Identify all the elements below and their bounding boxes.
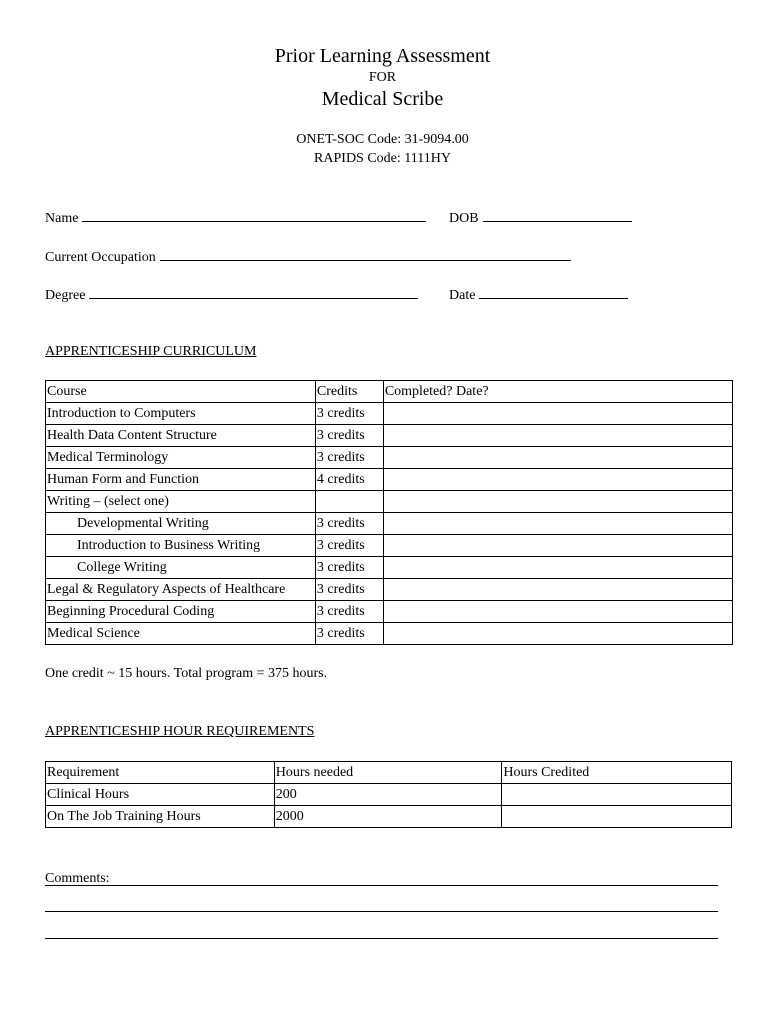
- comments-line-2[interactable]: [45, 911, 718, 912]
- name-field: [45, 209, 426, 227]
- completed-cell[interactable]: [383, 601, 732, 623]
- header-requirement: Requirement: [46, 762, 275, 784]
- table-row: [46, 469, 733, 491]
- credits-cell: 3 credits: [315, 403, 383, 425]
- table-row: [46, 784, 732, 806]
- completed-cell[interactable]: [383, 491, 732, 513]
- credits-cell: 3 credits: [315, 425, 383, 447]
- date-field: [449, 286, 628, 304]
- name-label: Name: [45, 211, 79, 226]
- credits-cell: 3 credits: [315, 623, 383, 645]
- credits-cell: 3 credits: [315, 557, 383, 579]
- header-hours-needed: Hours needed: [274, 762, 502, 784]
- completed-cell[interactable]: [383, 623, 732, 645]
- comments-label: Comments:: [45, 871, 110, 886]
- table-row: [46, 535, 733, 557]
- completed-cell[interactable]: [383, 557, 732, 579]
- hours-table: [45, 761, 732, 828]
- credits-cell: 3 credits: [315, 601, 383, 623]
- course-cell: Writing – (select one): [46, 491, 316, 513]
- course-cell: Beginning Procedural Coding: [46, 601, 316, 623]
- table-row: [46, 403, 733, 425]
- completed-cell[interactable]: [383, 425, 732, 447]
- header-completed: Completed? Date?: [383, 381, 732, 403]
- table-row: [46, 447, 733, 469]
- table-header-row: [46, 762, 732, 784]
- credits-cell: 3 credits: [315, 513, 383, 535]
- credits-cell: [315, 491, 383, 513]
- completed-cell[interactable]: [383, 535, 732, 557]
- rapids-code: RAPIDS Code: 1111HY: [314, 151, 451, 166]
- hours-needed-cell: 2000: [274, 806, 502, 828]
- header-course: Course: [46, 381, 316, 403]
- table-row: [46, 601, 733, 623]
- table-row: [46, 623, 733, 645]
- page-title: Prior Learning Assessment: [274, 45, 491, 67]
- for-label: FOR: [368, 70, 397, 85]
- dob-label: DOB: [449, 211, 479, 226]
- credits-cell: 3 credits: [315, 535, 383, 557]
- credits-cell: 3 credits: [315, 579, 383, 601]
- course-cell: Introduction to Business Writing: [46, 535, 316, 557]
- hours-credited-cell[interactable]: [502, 784, 732, 806]
- comments-line-3[interactable]: [45, 938, 718, 939]
- table-row: [46, 557, 733, 579]
- header-hours-credited: Hours Credited: [502, 762, 732, 784]
- credits-cell: 3 credits: [315, 447, 383, 469]
- requirement-cell: Clinical Hours: [46, 784, 275, 806]
- course-cell: Developmental Writing: [46, 513, 316, 535]
- completed-cell[interactable]: [383, 579, 732, 601]
- hours-heading: APPRENTICESHIP HOUR REQUIREMENTS: [45, 724, 315, 739]
- occupation-field: [45, 248, 571, 266]
- completed-cell[interactable]: [383, 403, 732, 425]
- occupation-input-line[interactable]: [160, 248, 571, 261]
- table-row: [46, 425, 733, 447]
- table-row: [46, 579, 733, 601]
- course-cell: Medical Terminology: [46, 447, 316, 469]
- date-label: Date: [449, 288, 476, 303]
- name-input-line[interactable]: [82, 209, 426, 222]
- dob-input-line[interactable]: [483, 209, 632, 222]
- occupation-label: Current Occupation: [45, 250, 156, 265]
- course-cell: Legal & Regulatory Aspects of Healthcare: [46, 579, 316, 601]
- credits-cell: 4 credits: [315, 469, 383, 491]
- completed-cell[interactable]: [383, 469, 732, 491]
- hours-credited-cell[interactable]: [502, 806, 732, 828]
- header-credits: Credits: [315, 381, 383, 403]
- dob-field: [449, 209, 632, 227]
- degree-field: [45, 286, 418, 304]
- comments-line-1[interactable]: [45, 885, 718, 886]
- requirement-cell: On The Job Training Hours: [46, 806, 275, 828]
- date-input-line[interactable]: [479, 286, 628, 299]
- course-cell: Health Data Content Structure: [46, 425, 316, 447]
- course-cell: Medical Science: [46, 623, 316, 645]
- table-row: [46, 513, 733, 535]
- course-cell: Introduction to Computers: [46, 403, 316, 425]
- curriculum-heading: APPRENTICESHIP CURRICULUM: [45, 344, 257, 359]
- degree-label: Degree: [45, 288, 86, 303]
- table-row: [46, 491, 733, 513]
- onet-code: ONET-SOC Code: 31-9094.00: [296, 132, 469, 147]
- course-cell: College Writing: [46, 557, 316, 579]
- credit-note: One credit ~ 15 hours. Total program = 375 hours.: [45, 666, 328, 681]
- table-row: [46, 806, 732, 828]
- hours-needed-cell: 200: [274, 784, 502, 806]
- curriculum-table: [45, 380, 733, 645]
- completed-cell[interactable]: [383, 513, 732, 535]
- table-header-row: [46, 381, 733, 403]
- completed-cell[interactable]: [383, 447, 732, 469]
- course-cell: Human Form and Function: [46, 469, 316, 491]
- degree-input-line[interactable]: [89, 286, 418, 299]
- page-subtitle: Medical Scribe: [321, 88, 444, 110]
